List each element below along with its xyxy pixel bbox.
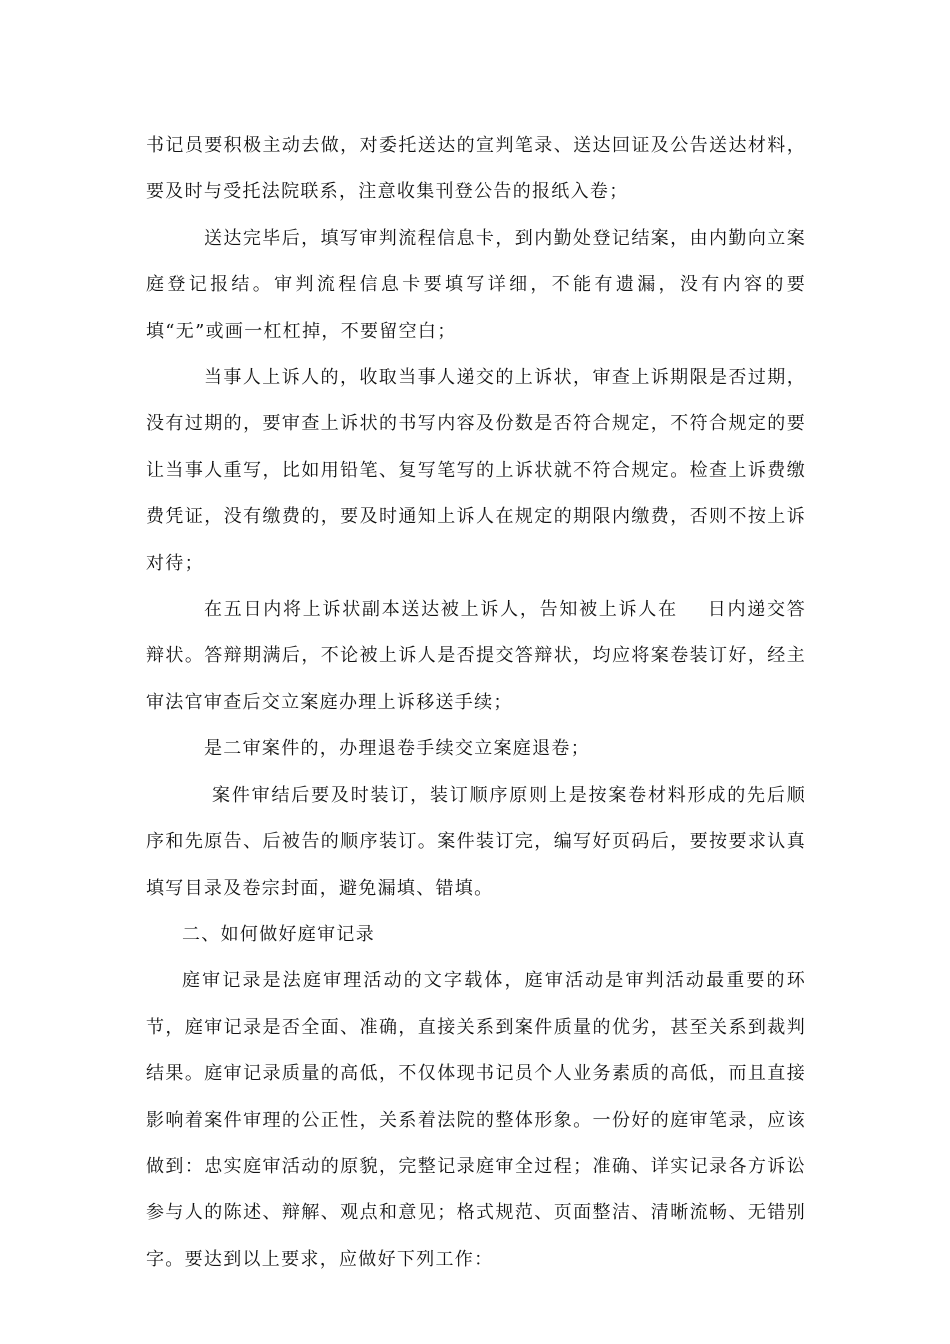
appeal-copy-part-1: 在五日内将上诉状副本送达被上诉人，告知被上诉人在 — [204, 599, 678, 621]
blank-days-gap — [678, 599, 708, 620]
appeal-copy-part-2: 日内递交答辩状。答辩期满后，不论被上诉人是否提交答辩状，均应将案卷装订好，经主审法官审查后交立案庭办理上诉移送手续； — [146, 599, 807, 713]
paragraph-after-service: 送达完毕后，填写审判流程信息卡，到内勤处登记结案，由内勤向立案庭登记报结。审判流程信息卡要填写详细，不能有遗漏，没有内容的要填“无”或画一杠杠掉，不要留空白； — [146, 227, 806, 342]
document-body — [146, 123, 806, 1283]
paragraph-appeal-copy — [146, 587, 806, 726]
paragraph-second-instance: 是二审案件的，办理退卷手续交立案庭退卷； — [204, 738, 590, 760]
paragraph-appeal-filing: 当事人上诉人的，收取当事人递交的上诉状，审查上诉期限是否过期，没有过期的，要审查上诉状的书写内容及份数是否符合规定，不符合规定的要让当事人重写，比如用铅笔、复写笔写的上诉状就不符合规定。检查上诉费缴费凭证，没有缴费的，要及时通知上诉人在规定的期限内缴费，否则不按上诉对待； — [146, 367, 806, 574]
paragraph-trial-record: 庭审记录是法庭审理活动的文字载体，庭审活动是审判活动最重要的环节，庭审记录是否全面、准确，直接关系到案件质量的优劣，甚至关系到裁判结果。庭审记录质量的高低，不仅体现书记员个人业务素质的高低，而且直接影响着案件审理的公正性，关系着法院的整体形象。一份好的庭审笔录，应该做到：忠实庭审活动的原貌，完整记录庭审全过程；准确、详实记录各方诉讼参与人的陈述、辩解、观点和意见；格式规范、页面整洁、清晰流畅、无错别字。要达到以上要求，应做好下列工作： — [146, 970, 806, 1270]
paragraph-continuation-service: 书记员要积极主动去做，对委托送达的宣判笔录、送达回证及公告送达材料，要及时与受托法院联系，注意收集刊登公告的报纸入卷； — [146, 135, 806, 203]
section-heading-trial-record: 二、如何做好庭审记录 — [182, 923, 375, 945]
paragraph-binding-files: 案件审结后要及时装订，装订顺序原则上是按案卷材料形成的先后顺序和先原告、后被告的顺序装订。案件装订完，编写好页码后，要按要求认真填写目录及卷宗封面，避免漏填、错填。 — [146, 784, 806, 899]
